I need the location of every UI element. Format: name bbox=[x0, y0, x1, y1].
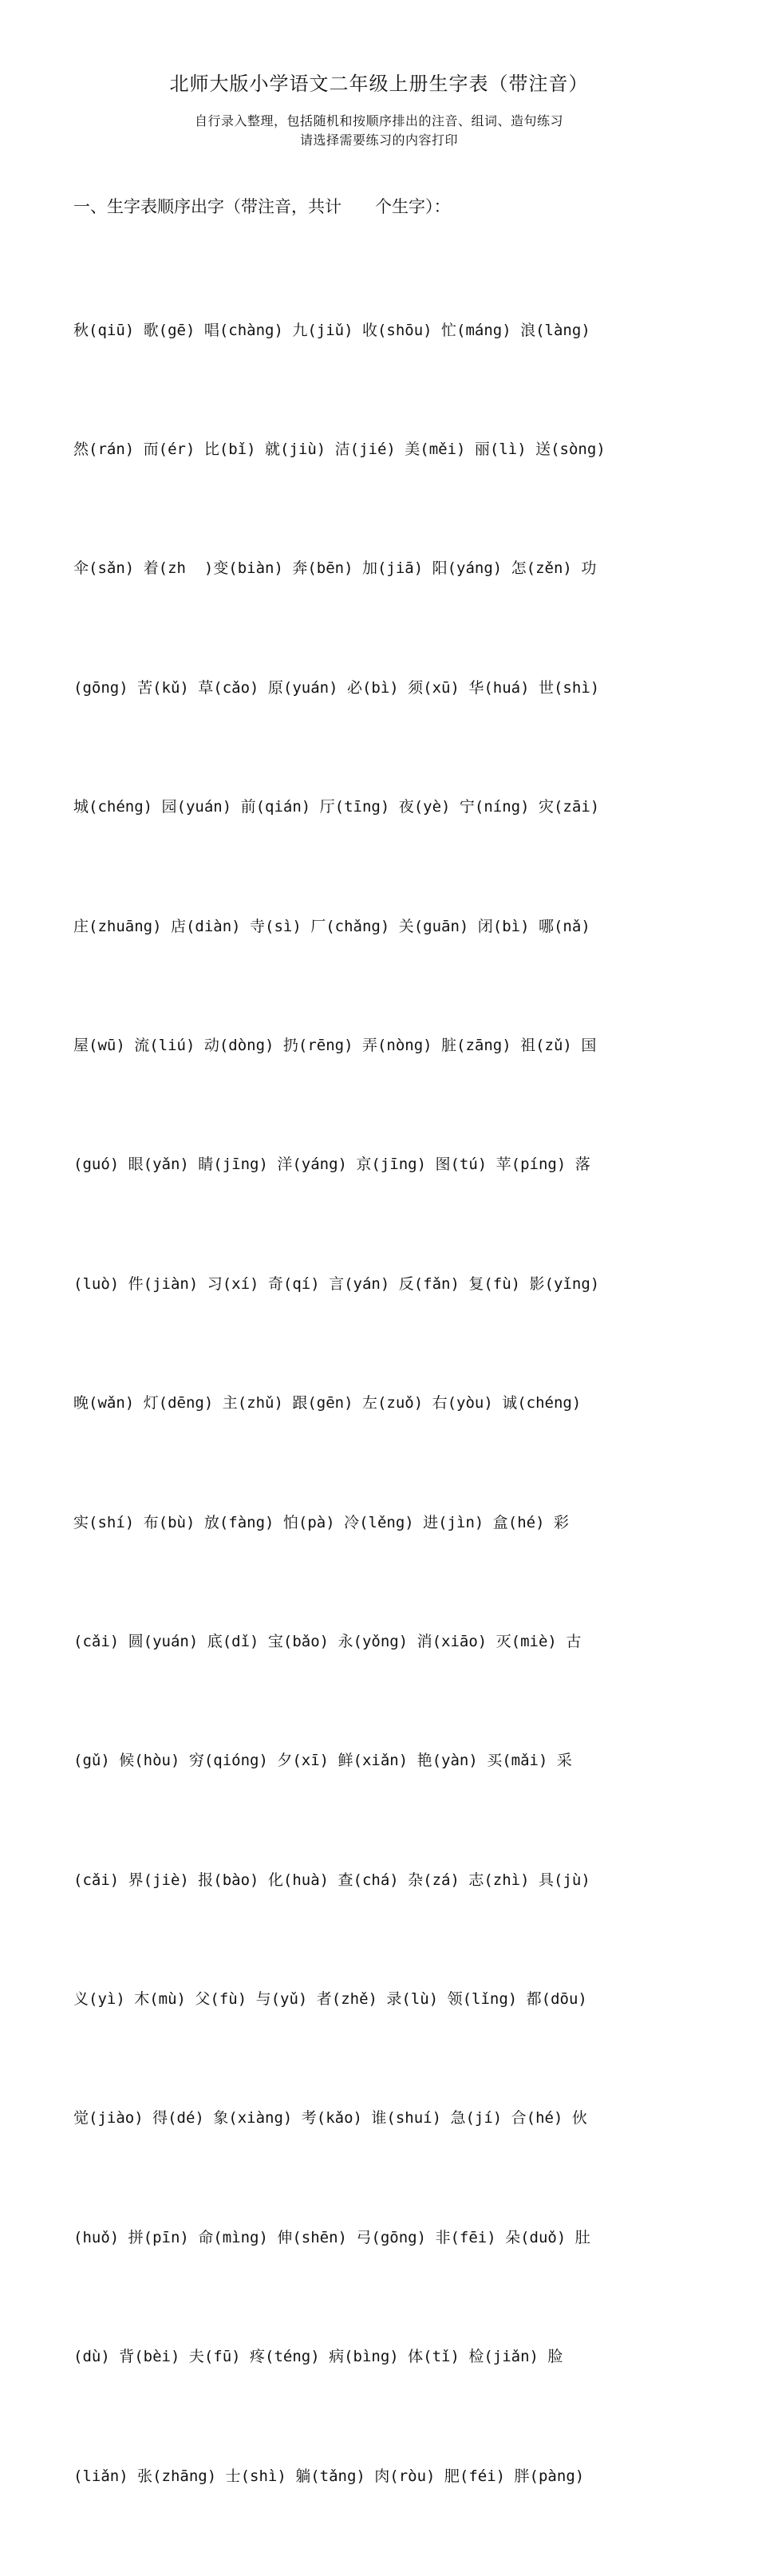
character-line: 庄(zhuāng) 店(diàn) 寺(sì) 厂(chǎng) 关(guān) 闭(bì) 哪(nǎ) bbox=[73, 917, 590, 935]
character-line: (dù) 背(bèi) 夫(fū) 疼(téng) 病(bìng) 体(tǐ) 检(jiǎn) 脸 bbox=[73, 2348, 563, 2366]
character-list bbox=[73, 231, 704, 2576]
character-line: 屋(wū) 流(liú) 动(dòng) 扔(rēng) 弄(nòng) 脏(zāng) 祖(zǔ) 国 bbox=[73, 1036, 597, 1054]
section-heading: 一、生字表顺序出字（带注音，共计 个生字）： bbox=[73, 197, 451, 216]
character-line: (cǎi) 圆(yuán) 底(dǐ) 宝(bǎo) 永(yǒng) 消(xiāo) 灭(miè) 古 bbox=[73, 1632, 582, 1650]
character-line: 实(shí) 布(bù) 放(fàng) 怕(pà) 冷(lěng) 进(jìn) 盒(hé) 彩 bbox=[73, 1513, 569, 1531]
character-line: (cǎi) 界(jiè) 报(bào) 化(huà) 查(chá) 杂(zá) 志(zhì) 具(jù) bbox=[73, 1871, 590, 1889]
character-line: 伞(sǎn) 着(zh )变(biàn) 奔(bēn) 加(jiā) 阳(yáng) 怎(zěn) 功 bbox=[73, 559, 597, 578]
character-line: (gōng) 苦(kǔ) 草(cǎo) 原(yuán) 必(bì) 须(xū) 华(huá) 世(shì) bbox=[73, 678, 600, 697]
character-line: (huǒ) 拼(pīn) 命(mìng) 伸(shēn) 弓(gōng) 非(fēi) 朵(duǒ) 肚 bbox=[73, 2228, 590, 2246]
character-line: (guó) 眼(yǎn) 睛(jīng) 洋(yáng) 京(jīng) 图(tú) 苹(píng) 落 bbox=[73, 1156, 590, 1174]
character-line: 秋(qiū) 歌(gē) 唱(chàng) 九(jiǔ) 收(shōu) 忙(máng) 浪(làng) bbox=[73, 321, 590, 339]
character-line: (liǎn) 张(zhāng) 士(shì) 躺(tǎng) 肉(ròu) 肥(féi) 胖(pàng) bbox=[73, 2467, 585, 2485]
character-line: 然(rán) 而(ér) 比(bǐ) 就(jiù) 洁(jié) 美(měi) 丽(lì) 送(sòng) bbox=[73, 440, 606, 458]
character-line: (gǔ) 候(hòu) 穷(qióng) 夕(xī) 鲜(xiǎn) 艳(yàn) 买(mǎi) 采 bbox=[73, 1752, 572, 1770]
character-line: 晚(wǎn) 灯(dēng) 主(zhǔ) 跟(gēn) 左(zuǒ) 右(yòu) 诚(chéng) bbox=[73, 1394, 582, 1412]
subtitle-line-2: 请选择需要练习的内容打印 bbox=[299, 132, 458, 148]
character-line: 城(chéng) 园(yuán) 前(qián) 厅(tīng) 夜(yè) 宁(níng) 灾(zāi) bbox=[73, 798, 600, 816]
page-title: 北师大版小学语文二年级上册生字表（带注音） bbox=[169, 73, 589, 95]
character-line: 觉(jiào) 得(dé) 象(xiàng) 考(kǎo) 谁(shuí) 急(jí) 合(hé) 伙 bbox=[73, 2109, 587, 2128]
character-line: (luò) 件(jiàn) 习(xí) 奇(qí) 言(yán) 反(fǎn) 复(fù) 影(yǐng) bbox=[73, 1274, 600, 1293]
character-line: 义(yì) 木(mù) 父(fù) 与(yǔ) 者(zhě) 录(lù) 领(lǐng) 都(dōu) bbox=[73, 1990, 587, 2009]
subtitle-line-1: 自行录入整理，包括随机和按顺序排出的注音、组词、造句练习 bbox=[194, 113, 563, 128]
